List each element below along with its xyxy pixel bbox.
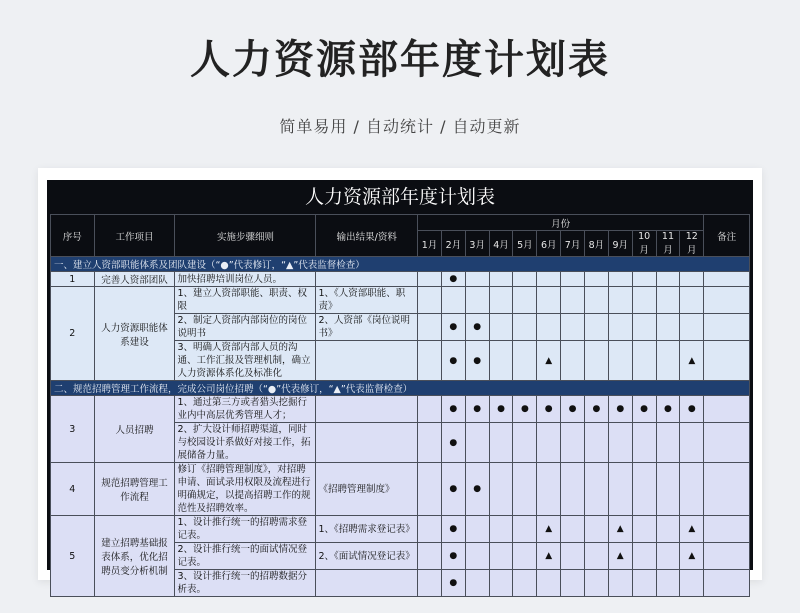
month-mark-cell: ●	[465, 463, 489, 516]
remark-cell	[704, 516, 750, 543]
step-cell: 1、通过第三方或者猎头挖掘行业内中高层优秀管理人才；	[175, 396, 316, 423]
month-mark-cell	[513, 516, 537, 543]
seq-cell: 2	[51, 287, 95, 381]
month-mark-cell	[632, 570, 656, 597]
month-mark-cell	[465, 287, 489, 314]
month-mark-cell	[632, 341, 656, 381]
month-mark-cell: ▲	[537, 341, 561, 381]
month-header-10: 10月	[632, 231, 656, 257]
month-mark-cell	[418, 341, 442, 381]
month-mark-cell	[680, 463, 704, 516]
month-mark-cell	[513, 423, 537, 463]
month-mark-cell	[465, 272, 489, 287]
month-mark-cell	[465, 516, 489, 543]
month-mark-cell: ▲	[680, 543, 704, 570]
month-mark-cell	[418, 543, 442, 570]
month-mark-cell	[537, 272, 561, 287]
section-title: 一、建立人资部职能体系及团队建设（“●”代表修订，“▲”代表监督检查）	[51, 257, 750, 272]
month-mark-cell: ▲	[680, 516, 704, 543]
month-mark-cell	[465, 543, 489, 570]
month-mark-cell	[489, 287, 513, 314]
step-cell: 加快招聘培训岗位人员。	[175, 272, 316, 287]
month-mark-cell	[608, 423, 632, 463]
month-mark-cell: ●	[656, 396, 680, 423]
month-mark-cell	[465, 423, 489, 463]
month-mark-cell	[513, 272, 537, 287]
month-mark-cell	[537, 463, 561, 516]
month-mark-cell	[489, 570, 513, 597]
month-mark-cell	[418, 423, 442, 463]
month-header-9: 9月	[608, 231, 632, 257]
header-seq: 序号	[51, 215, 95, 257]
month-mark-cell	[418, 516, 442, 543]
remark-cell	[704, 287, 750, 314]
output-cell	[316, 341, 418, 381]
month-mark-cell: ●	[441, 423, 465, 463]
month-mark-cell	[632, 423, 656, 463]
month-mark-cell	[561, 463, 585, 516]
header-item: 工作项目	[94, 215, 175, 257]
month-mark-cell	[418, 314, 442, 341]
month-header-5: 5月	[513, 231, 537, 257]
table-row	[51, 463, 750, 516]
remark-cell	[704, 423, 750, 463]
output-cell	[316, 423, 418, 463]
month-mark-cell	[418, 570, 442, 597]
month-mark-cell	[680, 423, 704, 463]
remark-cell	[704, 396, 750, 423]
month-mark-cell	[561, 543, 585, 570]
page-subtitle: 简单易用 / 自动统计 / 自动更新	[279, 117, 521, 136]
month-mark-cell	[561, 341, 585, 381]
output-cell	[316, 272, 418, 287]
month-mark-cell	[680, 570, 704, 597]
month-mark-cell	[489, 543, 513, 570]
month-header-12: 12月	[680, 231, 704, 257]
month-mark-cell	[585, 463, 609, 516]
step-cell: 修订《招聘管理制度》，对招聘申请、面试录用权限及流程进行明确规定，以提高招聘工作的规范性及招聘效率。	[175, 463, 316, 516]
month-mark-cell	[608, 314, 632, 341]
month-mark-cell	[656, 570, 680, 597]
month-mark-cell	[418, 463, 442, 516]
month-mark-cell	[585, 314, 609, 341]
header-months: 月份	[418, 215, 704, 231]
seq-cell: 5	[51, 516, 95, 597]
month-header-11: 11月	[656, 231, 680, 257]
month-mark-cell: ●	[441, 516, 465, 543]
month-mark-cell	[656, 287, 680, 314]
item-cell: 完善人资部团队	[94, 272, 175, 287]
month-mark-cell	[441, 287, 465, 314]
month-mark-cell	[537, 314, 561, 341]
month-mark-cell	[465, 570, 489, 597]
table-row	[51, 272, 750, 287]
page-title: 人力资源部年度计划表	[190, 37, 610, 83]
month-mark-cell	[585, 341, 609, 381]
table-row	[51, 516, 750, 543]
remark-cell	[704, 463, 750, 516]
month-mark-cell	[608, 341, 632, 381]
section-row	[51, 257, 750, 272]
seq-cell: 1	[51, 272, 95, 287]
month-mark-cell	[656, 463, 680, 516]
month-mark-cell	[656, 516, 680, 543]
header-steps: 实施步骤细则	[175, 215, 316, 257]
step-cell: 2、设计推行统一的面试情况登记表。	[175, 543, 316, 570]
month-mark-cell: ▲	[537, 516, 561, 543]
month-mark-cell	[537, 287, 561, 314]
month-mark-cell	[561, 423, 585, 463]
remark-cell	[704, 314, 750, 341]
month-header-8: 8月	[585, 231, 609, 257]
month-mark-cell	[585, 287, 609, 314]
seq-cell: 3	[51, 396, 95, 463]
month-mark-cell	[537, 570, 561, 597]
item-cell: 人力资源职能体系建设	[94, 287, 175, 381]
month-header-2: 2月	[441, 231, 465, 257]
month-mark-cell	[656, 423, 680, 463]
step-cell: 2、扩大设计师招聘渠道，同时与校园设计系做好对接工作，拓展储备力量。	[175, 423, 316, 463]
month-mark-cell	[561, 272, 585, 287]
month-mark-cell	[656, 314, 680, 341]
month-mark-cell: ●	[465, 396, 489, 423]
month-mark-cell	[632, 463, 656, 516]
remark-cell	[704, 543, 750, 570]
month-mark-cell	[513, 570, 537, 597]
month-mark-cell: ●	[608, 396, 632, 423]
step-cell: 2、制定人资部内部岗位的岗位说明书	[175, 314, 316, 341]
month-mark-cell: ●	[513, 396, 537, 423]
spreadsheet	[47, 180, 753, 595]
month-mark-cell: ▲	[608, 516, 632, 543]
section-title: 二、规范招聘管理工作流程，完成公司岗位招聘（“●”代表修订，“▲”代表监督检查）	[51, 381, 750, 396]
month-mark-cell	[489, 314, 513, 341]
month-mark-cell	[608, 570, 632, 597]
month-header-6: 6月	[537, 231, 561, 257]
month-mark-cell: ●	[632, 396, 656, 423]
month-mark-cell	[632, 287, 656, 314]
month-mark-cell: ●	[561, 396, 585, 423]
output-cell: 1、《人资部职能、职责》	[316, 287, 418, 314]
month-mark-cell: ●	[441, 463, 465, 516]
month-mark-cell	[561, 570, 585, 597]
item-cell: 人员招聘	[94, 396, 175, 463]
month-mark-cell	[656, 272, 680, 287]
month-mark-cell	[537, 423, 561, 463]
month-mark-cell	[513, 543, 537, 570]
seq-cell: 4	[51, 463, 95, 516]
remark-cell	[704, 272, 750, 287]
step-cell: 3、明确人资部内部人员的沟通、工作汇报及管理机制，确立人力资源体系化及标准化	[175, 341, 316, 381]
month-mark-cell	[561, 314, 585, 341]
month-mark-cell	[418, 396, 442, 423]
header-remark: 备注	[704, 215, 750, 257]
month-mark-cell	[608, 287, 632, 314]
output-cell	[316, 570, 418, 597]
month-mark-cell: ●	[465, 314, 489, 341]
month-mark-cell: ●	[537, 396, 561, 423]
month-header-7: 7月	[561, 231, 585, 257]
sheet-title: 人力资源部年度计划表	[304, 186, 495, 208]
month-mark-cell	[489, 341, 513, 381]
month-mark-cell	[513, 287, 537, 314]
month-mark-cell	[608, 463, 632, 516]
step-cell: 1、建立人资部职能、职责、权限	[175, 287, 316, 314]
month-mark-cell: ●	[680, 396, 704, 423]
sheet-card	[38, 168, 762, 595]
item-cell: 建立招聘基础报表体系，优化招聘员变分析机制	[94, 516, 175, 597]
month-mark-cell	[489, 272, 513, 287]
table-body	[51, 257, 750, 597]
table-row	[51, 396, 750, 423]
month-mark-cell	[585, 543, 609, 570]
month-mark-cell	[585, 516, 609, 543]
month-header-4: 4月	[489, 231, 513, 257]
month-mark-cell	[513, 463, 537, 516]
remark-cell	[704, 341, 750, 381]
month-mark-cell: ●	[441, 543, 465, 570]
month-header-1: 1月	[418, 231, 442, 257]
item-cell: 规范招聘管理工作流程	[94, 463, 175, 516]
month-mark-cell	[418, 272, 442, 287]
month-header-3: 3月	[465, 231, 489, 257]
step-cell: 3、设计推行统一的招聘数据分析表。	[175, 570, 316, 597]
month-mark-cell	[585, 570, 609, 597]
table-row	[51, 287, 750, 314]
month-mark-cell	[656, 543, 680, 570]
month-mark-cell	[632, 543, 656, 570]
output-cell: 2、《面试情况登记表》	[316, 543, 418, 570]
month-mark-cell	[680, 272, 704, 287]
month-mark-cell	[632, 516, 656, 543]
output-cell: 《招聘管理制度》	[316, 463, 418, 516]
header-output: 输出结果/资料	[316, 215, 418, 257]
month-mark-cell: ●	[441, 341, 465, 381]
remark-cell	[704, 570, 750, 597]
output-cell: 2、人资部《岗位说明书》	[316, 314, 418, 341]
month-mark-cell: ●	[441, 314, 465, 341]
month-mark-cell	[656, 341, 680, 381]
month-mark-cell: ▲	[680, 341, 704, 381]
month-mark-cell: ●	[585, 396, 609, 423]
output-cell	[316, 396, 418, 423]
month-mark-cell: ●	[465, 341, 489, 381]
month-mark-cell: ●	[441, 272, 465, 287]
month-mark-cell: ▲	[537, 543, 561, 570]
month-mark-cell	[632, 314, 656, 341]
month-mark-cell: ●	[489, 396, 513, 423]
month-mark-cell	[489, 423, 513, 463]
section-row	[51, 381, 750, 396]
month-mark-cell	[489, 516, 513, 543]
output-cell: 1、《招聘需求登记表》	[316, 516, 418, 543]
step-cell: 1、设计推行统一的招聘需求登记表。	[175, 516, 316, 543]
month-mark-cell	[489, 463, 513, 516]
month-mark-cell: ●	[441, 570, 465, 597]
month-mark-cell	[561, 516, 585, 543]
month-mark-cell	[680, 287, 704, 314]
month-mark-cell	[418, 287, 442, 314]
month-mark-cell	[608, 272, 632, 287]
month-mark-cell: ▲	[608, 543, 632, 570]
month-mark-cell	[585, 272, 609, 287]
month-mark-cell	[585, 423, 609, 463]
month-mark-cell	[513, 314, 537, 341]
month-mark-cell	[561, 287, 585, 314]
month-mark-cell	[680, 314, 704, 341]
month-mark-cell: ●	[441, 396, 465, 423]
plan-table	[50, 214, 750, 597]
month-mark-cell	[632, 272, 656, 287]
month-mark-cell	[513, 341, 537, 381]
